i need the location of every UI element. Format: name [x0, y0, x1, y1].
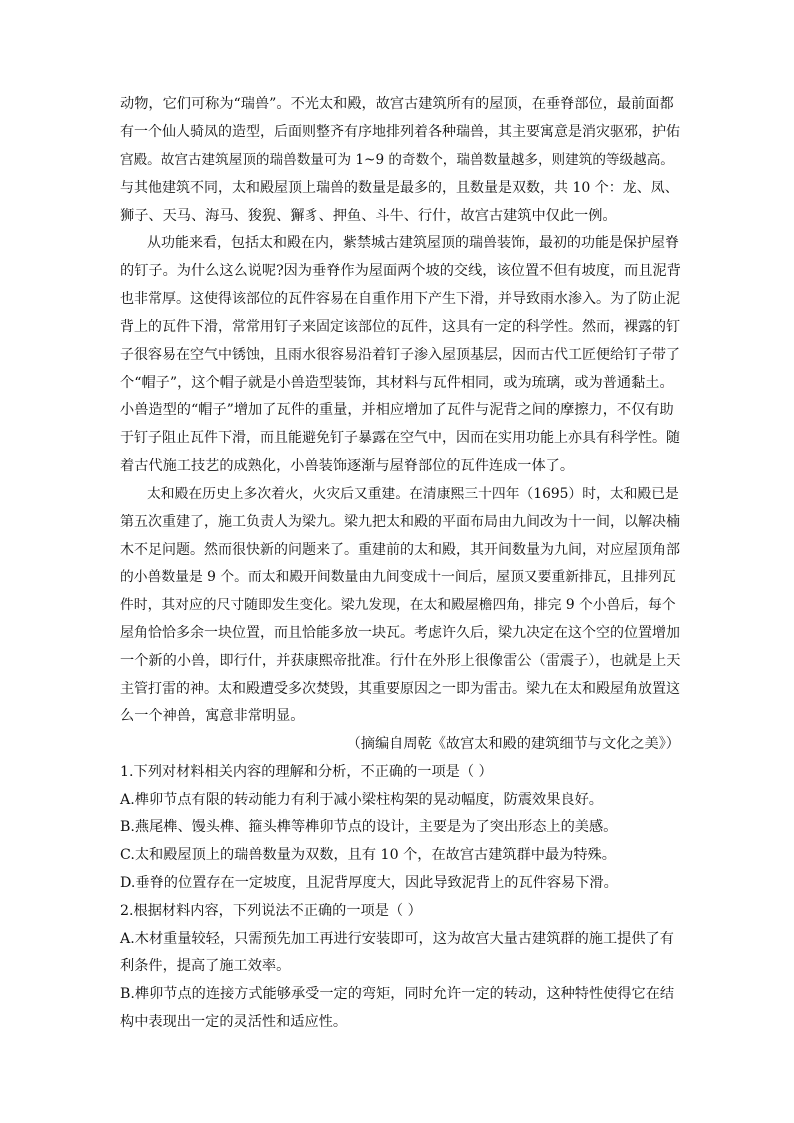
paragraph-line: 的钉子。为什么这么说呢?因为垂脊作为屋面两个坡的交线，该位置不但有坡度，而且泥背: [120, 263, 681, 279]
paragraph-line: 背上的瓦件下滑，常常用钉子来固定该部位的瓦件，这具有一定的科学性。然而，裸露的钉: [120, 319, 680, 335]
paragraph-line: 动物，它们可称为“瑞兽”。不光太和殿，故宫古建筑所有的屋顶，在垂脊部位，最前面都: [120, 96, 674, 112]
source-citation: （摘编自周乾《故宫太和殿的建筑细节与文化之美》）: [346, 736, 680, 752]
paragraph-line: 着古代施工技艺的成熟化，小兽装饰逐渐与屋脊部位的瓦件连成一体了。: [120, 458, 575, 474]
answer-option: B.榫卯节点的连接方式能够承受一定的弯矩，同时允许一定的转动，这种特性使得它在结: [120, 986, 675, 1002]
paragraph-line: 与其他建筑不同，太和殿屋顶上瑞兽的数量是最多的，且数量是双数，共 10 个：龙、凤、: [120, 180, 679, 196]
paragraph-line: 一个新的小兽，即行什，并获康熙帝批准。行什在外形上很像雷公（雷震子），也就是上天: [120, 653, 681, 669]
paragraph-line: 小兽造型的“帽子”增加了瓦件的重量，并相应增加了瓦件与泥背之间的摩擦力，不仅有助: [120, 402, 674, 418]
answer-option-continued: 构中表现出一定的灵活性和适应性。: [120, 1014, 348, 1030]
paragraph-line: 狮子、天马、海马、狻猊、獬豸、押鱼、斗牛、行什，故宫古建筑中仅此一例。: [120, 208, 617, 224]
answer-option: D.垂脊的位置存在一定坡度，且泥背厚度大，因此导致泥背上的瓦件容易下滑。: [120, 875, 618, 891]
paragraph-line: 太和殿在历史上多次着火，火灾后又重建。在清康熙三十四年（1695）时，太和殿已是: [147, 486, 679, 502]
answer-option-continued: 利条件，提高了施工效率。: [120, 958, 291, 974]
paragraph-line: 有一个仙人骑凤的造型，后面则整齐有序地排列着各种瑞兽，其主要寓意是消灾驱邪，护佑: [120, 124, 680, 140]
paragraph-line: 从功能来看，包括太和殿在内，紫禁城古建筑屋顶的瑞兽装饰，最初的功能是保护屋脊: [147, 235, 679, 251]
answer-option: A.木材重量较轻，只需预先加工再进行安装即可，这为故宫大量古建筑群的施工提供了有: [120, 931, 674, 947]
answer-option: C.太和殿屋顶上的瑞兽数量为双数，且有 10 个，在故宫古建筑群中最为特殊。: [120, 847, 616, 863]
answer-option: A.榫卯节点有限的转动能力有利于减小梁柱构架的晃动幅度，防震效果良好。: [120, 792, 603, 808]
paragraph-line: 主管打雷的神。太和殿遭受多次焚毁，其重要原因之一即为雷击。梁九在太和殿屋角放置这: [120, 681, 680, 697]
paragraph-line: 子很容易在空气中锈蚀，且雨水很容易沿着钉子渗入屋顶基层，因而古代工匠便给钉子带了: [120, 347, 680, 363]
question-stem: 1.下列对材料相关内容的理解和分析，不正确的一项是（ ）: [120, 764, 493, 780]
paragraph-line: 件时，其对应的尺寸随即发生变化。梁九发现，在太和殿屋檐四角，排完 9 个小兽后，每个: [120, 597, 676, 613]
answer-option: B.燕尾榫、馒头榫、箍头榫等榫卯节点的设计，主要是为了突出形态上的美感。: [120, 819, 618, 835]
paragraph-line: 宫殿。故宫古建筑屋顶的瑞兽数量可为 1~9 的奇数个，瑞兽数量越多，则建筑的等级越高。: [120, 152, 674, 168]
paragraph-line: 于钉子阻止瓦件下滑，而且能避免钉子暴露在空气中，因而在实用功能上亦具有科学性。随: [120, 430, 680, 446]
paragraph-line: 个“帽子”，这个帽子就是小兽造型装饰，其材料与瓦件相同，或为琉璃，或为普通黏土。: [120, 375, 674, 391]
paragraph-line: 也非常厚。这使得该部位的瓦件容易在自重作用下产生下滑，并导致雨水渗入。为了防止泥: [120, 291, 680, 307]
paragraph-line: 么一个神兽，寓意非常明显。: [120, 708, 305, 724]
paragraph-line: 的小兽数量是 9 个。而太和殿开间数量由九间变成十一间后，屋顶又要重新排瓦，且排列瓦: [120, 569, 676, 585]
question-stem: 2.根据材料内容，下列说法不正确的一项是（ ）: [120, 903, 422, 919]
paragraph-line: 第五次重建了，施工负责人为梁九。梁九把太和殿的平面布局由九间改为十一间，以解决楠: [120, 514, 680, 530]
paragraph-line: 木不足问题。然而很快新的问题来了。重建前的太和殿，其开间数量为九间，对应屋顶角部: [120, 542, 680, 558]
paragraph-line: 屋角恰恰多余一块位置，而且恰能多放一块瓦。考虑许久后，梁九决定在这个空的位置增加: [120, 625, 680, 641]
